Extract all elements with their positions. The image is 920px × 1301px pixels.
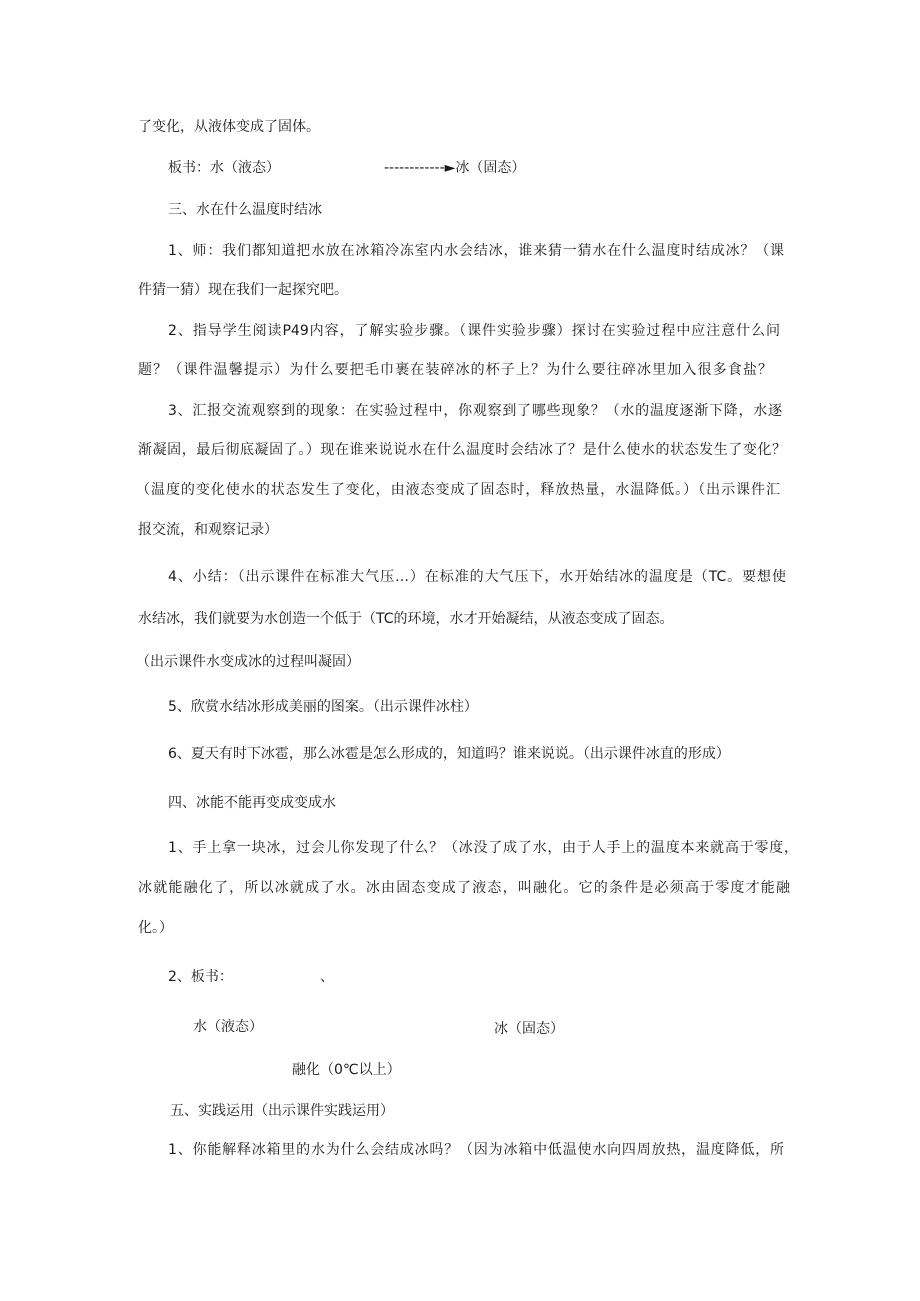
text-line: 渐凝固，最后彻底凝固了。）现在谁来说说水在什么温度时会结冰了？是什么使水的状态发生了变化？	[138, 442, 786, 458]
diagram-label-ice: 冰（固态）	[494, 1021, 564, 1037]
section-heading: 三、水在什么温度时结冰	[168, 202, 322, 218]
text-line: （温度的变化使水的状态发生了变化，由液态变成了固态时，释放热量，水温降低。）（出示课件汇	[136, 482, 780, 498]
board-writing-arrow: ------------►冰（固态）	[384, 160, 526, 176]
text-line: （出示课件水变成冰的过程叫凝固）	[136, 654, 360, 670]
text-mark: 、	[320, 969, 334, 985]
diagram-label-melting: 融化（0℃以上）	[292, 1062, 401, 1078]
section-heading: 五、实践运用（出示课件实践运用）	[170, 1103, 394, 1119]
text-line: 了变化，从液体变成了固体。	[138, 119, 320, 135]
text-line: 报交流，和观察记录）	[138, 522, 278, 538]
text-line: 水结冰，我们就要为水创造一个低于（TC的环境，水才开始凝结，从液态变成了固态。	[138, 611, 674, 627]
text-line: 冰就能融化了，所以冰就成了水。冰由固态变成了液态，叫融化。它的条件是必须高于零度才能融	[138, 880, 790, 896]
text-line: 件猜一猜）现在我们一起探究吧。	[138, 282, 348, 298]
text-line: 化。）	[138, 920, 173, 936]
diagram-label-water: 水（液态）	[193, 1019, 263, 1035]
text-line: 1、师：我们都知道把水放在冰箱冷冻室内水会结冰，谁来猜一猜水在什么温度时结成冰？（课	[168, 243, 784, 259]
text-line: 题？（课件温馨提示）为什么要把毛巾裹在装碎冰的杯子上？为什么要往碎冰里加入很多食盐？	[138, 362, 772, 378]
text-line: 3、汇报交流观察到的现象：在实验过程中，你观察到了哪些现象？（水的温度逐渐下降，水逐	[168, 403, 782, 419]
board-writing-label: 板书：水（液态）	[168, 160, 280, 176]
text-line: 2、指导学生阅读P49内容，了解实验步骤。（课件实验步骤）探讨在实验过程中应注意什么问	[168, 323, 780, 339]
text-line: 4、小结：（出示课件在标准大气压…）在标准的大气压下，水开始结冰的温度是（TC。要想使	[168, 569, 786, 585]
section-heading: 四、冰能不能再变成变成水	[168, 795, 336, 811]
text-line: 5、欣赏水结冰形成美丽的图案。（出示课件冰柱）	[168, 699, 478, 715]
text-line: 6、夏天有时下冰雹，那么冰雹是怎么形成的，知道吗？谁来说说。（出示课件冰直的形成）	[168, 746, 730, 762]
text-line: 1、你能解释冰箱里的水为什么会结成冰吗？（因为冰箱中低温使水向四周放热，温度降低，所	[168, 1142, 784, 1158]
board-writing-label: 2、板书：	[168, 969, 233, 985]
text-line: 1、手上拿一块冰，过会儿你发现了什么？（冰没了成了水，由于人手上的温度本来就高于零度，	[168, 840, 798, 856]
